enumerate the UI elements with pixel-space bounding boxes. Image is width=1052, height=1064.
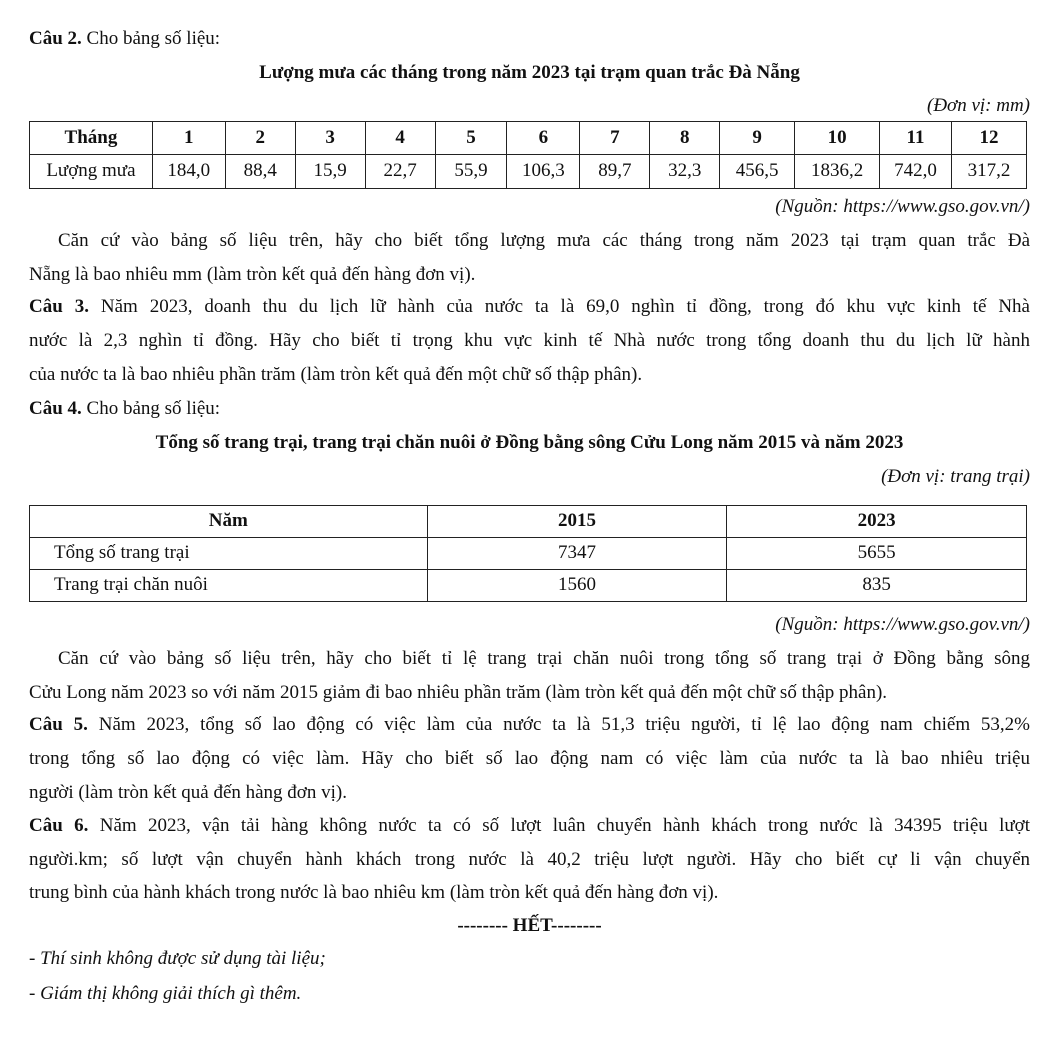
q3-label: Câu 3. bbox=[29, 296, 89, 317]
q4-source: (Nguồn: https://www.gso.gov.vn/) bbox=[775, 614, 1030, 635]
q2-intro: Cho bảng số liệu: bbox=[86, 28, 221, 49]
table-header-row bbox=[30, 122, 1027, 155]
header-cell: 8 bbox=[650, 122, 720, 155]
q2-table-title: Lượng mưa các tháng trong năm 2023 tại trạm quan trắc Đà Nẵng bbox=[259, 62, 800, 83]
q5-text: Năm 2023, tổng số lao động có việc làm của nước ta là 51,3 triệu người, tỉ lệ lao động nam chiếm 53,2% bbox=[98, 714, 1031, 735]
q4-unit: (Đơn vị: trang trại) bbox=[881, 466, 1030, 487]
row-label-cell: Tổng số trang trại bbox=[30, 538, 428, 570]
q4-question-line: Căn cứ vào bảng số liệu trên, hãy cho biết tỉ lệ trang trại chăn nuôi trong tổng số trang trại ở Đồng bằng sông bbox=[58, 648, 1030, 669]
header-cell: 1 bbox=[152, 122, 225, 155]
table-cell: 1836,2 bbox=[795, 155, 880, 189]
header-cell: 6 bbox=[507, 122, 580, 155]
table-row bbox=[30, 538, 1027, 570]
header-cell: Tháng bbox=[30, 122, 153, 155]
header-cell: 2015 bbox=[427, 506, 727, 538]
q2-question-line: Nẵng là bao nhiêu mm (làm tròn kết quả đến hàng đơn vị). bbox=[29, 264, 476, 285]
q4-label: Câu 4. bbox=[29, 398, 82, 419]
q4-question-line: Cửu Long năm 2023 so với năm 2015 giảm đi bao nhiêu phần trăm (làm tròn kết quả đến một chữ số thập phân). bbox=[29, 682, 888, 703]
table-cell: 835 bbox=[727, 570, 1027, 602]
q5-line: trong tổng số lao động có việc làm. Hãy cho biết số lao động nam có việc làm của nước ta là bao nhiêu triệu bbox=[29, 748, 1030, 769]
q2-question-line: Căn cứ vào bảng số liệu trên, hãy cho biết tổng lượng mưa các tháng trong năm 2023 tại trạm quan trắc Đà bbox=[58, 230, 1030, 251]
q2-label: Câu 2. bbox=[29, 28, 82, 49]
header-cell: 10 bbox=[795, 122, 880, 155]
q2-source: (Nguồn: https://www.gso.gov.vn/) bbox=[775, 196, 1030, 217]
row-label-cell: Trang trại chăn nuôi bbox=[30, 570, 428, 602]
q4-intro: Cho bảng số liệu: bbox=[86, 398, 221, 419]
table-cell: 22,7 bbox=[365, 155, 435, 189]
table-cell: 456,5 bbox=[720, 155, 795, 189]
table-cell: 1560 bbox=[427, 570, 727, 602]
table-cell: 5655 bbox=[727, 538, 1027, 570]
table-cell: 55,9 bbox=[435, 155, 507, 189]
q6-text: Năm 2023, vận tải hàng không nước ta có số lượt luân chuyển hành khách trong nước là 34395 triệu lượt bbox=[99, 815, 1030, 836]
q3-line: của nước ta là bao nhiêu phần trăm (làm tròn kết quả đến một chữ số thập phân). bbox=[29, 364, 643, 385]
q4-table-title: Tổng số trang trại, trang trại chăn nuôi ở Đồng bằng sông Cửu Long năm 2015 và năm 2023 bbox=[155, 432, 904, 453]
q3-line bbox=[29, 296, 1030, 319]
table-cell: 742,0 bbox=[880, 155, 952, 189]
q5-line bbox=[29, 714, 1030, 737]
q6-line: người.km; số lượt vận chuyển hành khách trong nước là 40,2 triệu lượt người. Hãy cho biết cự li vận chuyển bbox=[29, 849, 1030, 870]
q3-text: Năm 2023, doanh thu du lịch lữ hành của nước ta là 69,0 nghìn tỉ đồng, trong đó khu vực kinh tế Nhà bbox=[100, 296, 1030, 317]
header-cell: 3 bbox=[295, 122, 365, 155]
header-cell: 11 bbox=[880, 122, 952, 155]
header-cell: 2023 bbox=[727, 506, 1027, 538]
table-cell: 317,2 bbox=[951, 155, 1026, 189]
q6-line bbox=[29, 815, 1030, 838]
table-cell: 89,7 bbox=[580, 155, 650, 189]
end-mark: -------- HẾT-------- bbox=[457, 915, 602, 936]
table-row bbox=[30, 570, 1027, 602]
table-cell: 15,9 bbox=[295, 155, 365, 189]
header-cell: 12 bbox=[951, 122, 1026, 155]
table-row bbox=[30, 155, 1027, 189]
header-cell: 5 bbox=[435, 122, 507, 155]
q4-heading bbox=[29, 398, 1030, 421]
q2-rainfall-table bbox=[29, 121, 1027, 189]
note-line: - Giám thị không giải thích gì thêm. bbox=[29, 983, 302, 1004]
q6-line: trung bình của hành khách trong nước là bao nhiêu km (làm tròn kết quả đến hàng đơn vị). bbox=[29, 882, 719, 903]
table-cell: 7347 bbox=[427, 538, 727, 570]
header-cell: 9 bbox=[720, 122, 795, 155]
row-label-cell: Lượng mưa bbox=[30, 155, 153, 189]
q5-label: Câu 5. bbox=[29, 714, 88, 735]
q6-label: Câu 6. bbox=[29, 815, 89, 836]
q3-line: nước là 2,3 nghìn tỉ đồng. Hãy cho biết tỉ trọng khu vực kinh tế Nhà nước trong tổng doanh thu du lịch lữ hành bbox=[29, 330, 1030, 351]
table-cell: 88,4 bbox=[225, 155, 295, 189]
header-cell: Năm bbox=[30, 506, 428, 538]
table-cell: 106,3 bbox=[507, 155, 580, 189]
table-cell: 184,0 bbox=[152, 155, 225, 189]
q5-line: người (làm tròn kết quả đến hàng đơn vị). bbox=[29, 782, 347, 803]
table-cell: 32,3 bbox=[650, 155, 720, 189]
note-line: - Thí sinh không được sử dụng tài liệu; bbox=[29, 948, 326, 969]
header-cell: 4 bbox=[365, 122, 435, 155]
q4-farm-table bbox=[29, 505, 1027, 602]
table-header-row bbox=[30, 506, 1027, 538]
header-cell: 7 bbox=[580, 122, 650, 155]
q2-unit: (Đơn vị: mm) bbox=[927, 95, 1030, 116]
q2-heading bbox=[29, 28, 1030, 51]
header-cell: 2 bbox=[225, 122, 295, 155]
